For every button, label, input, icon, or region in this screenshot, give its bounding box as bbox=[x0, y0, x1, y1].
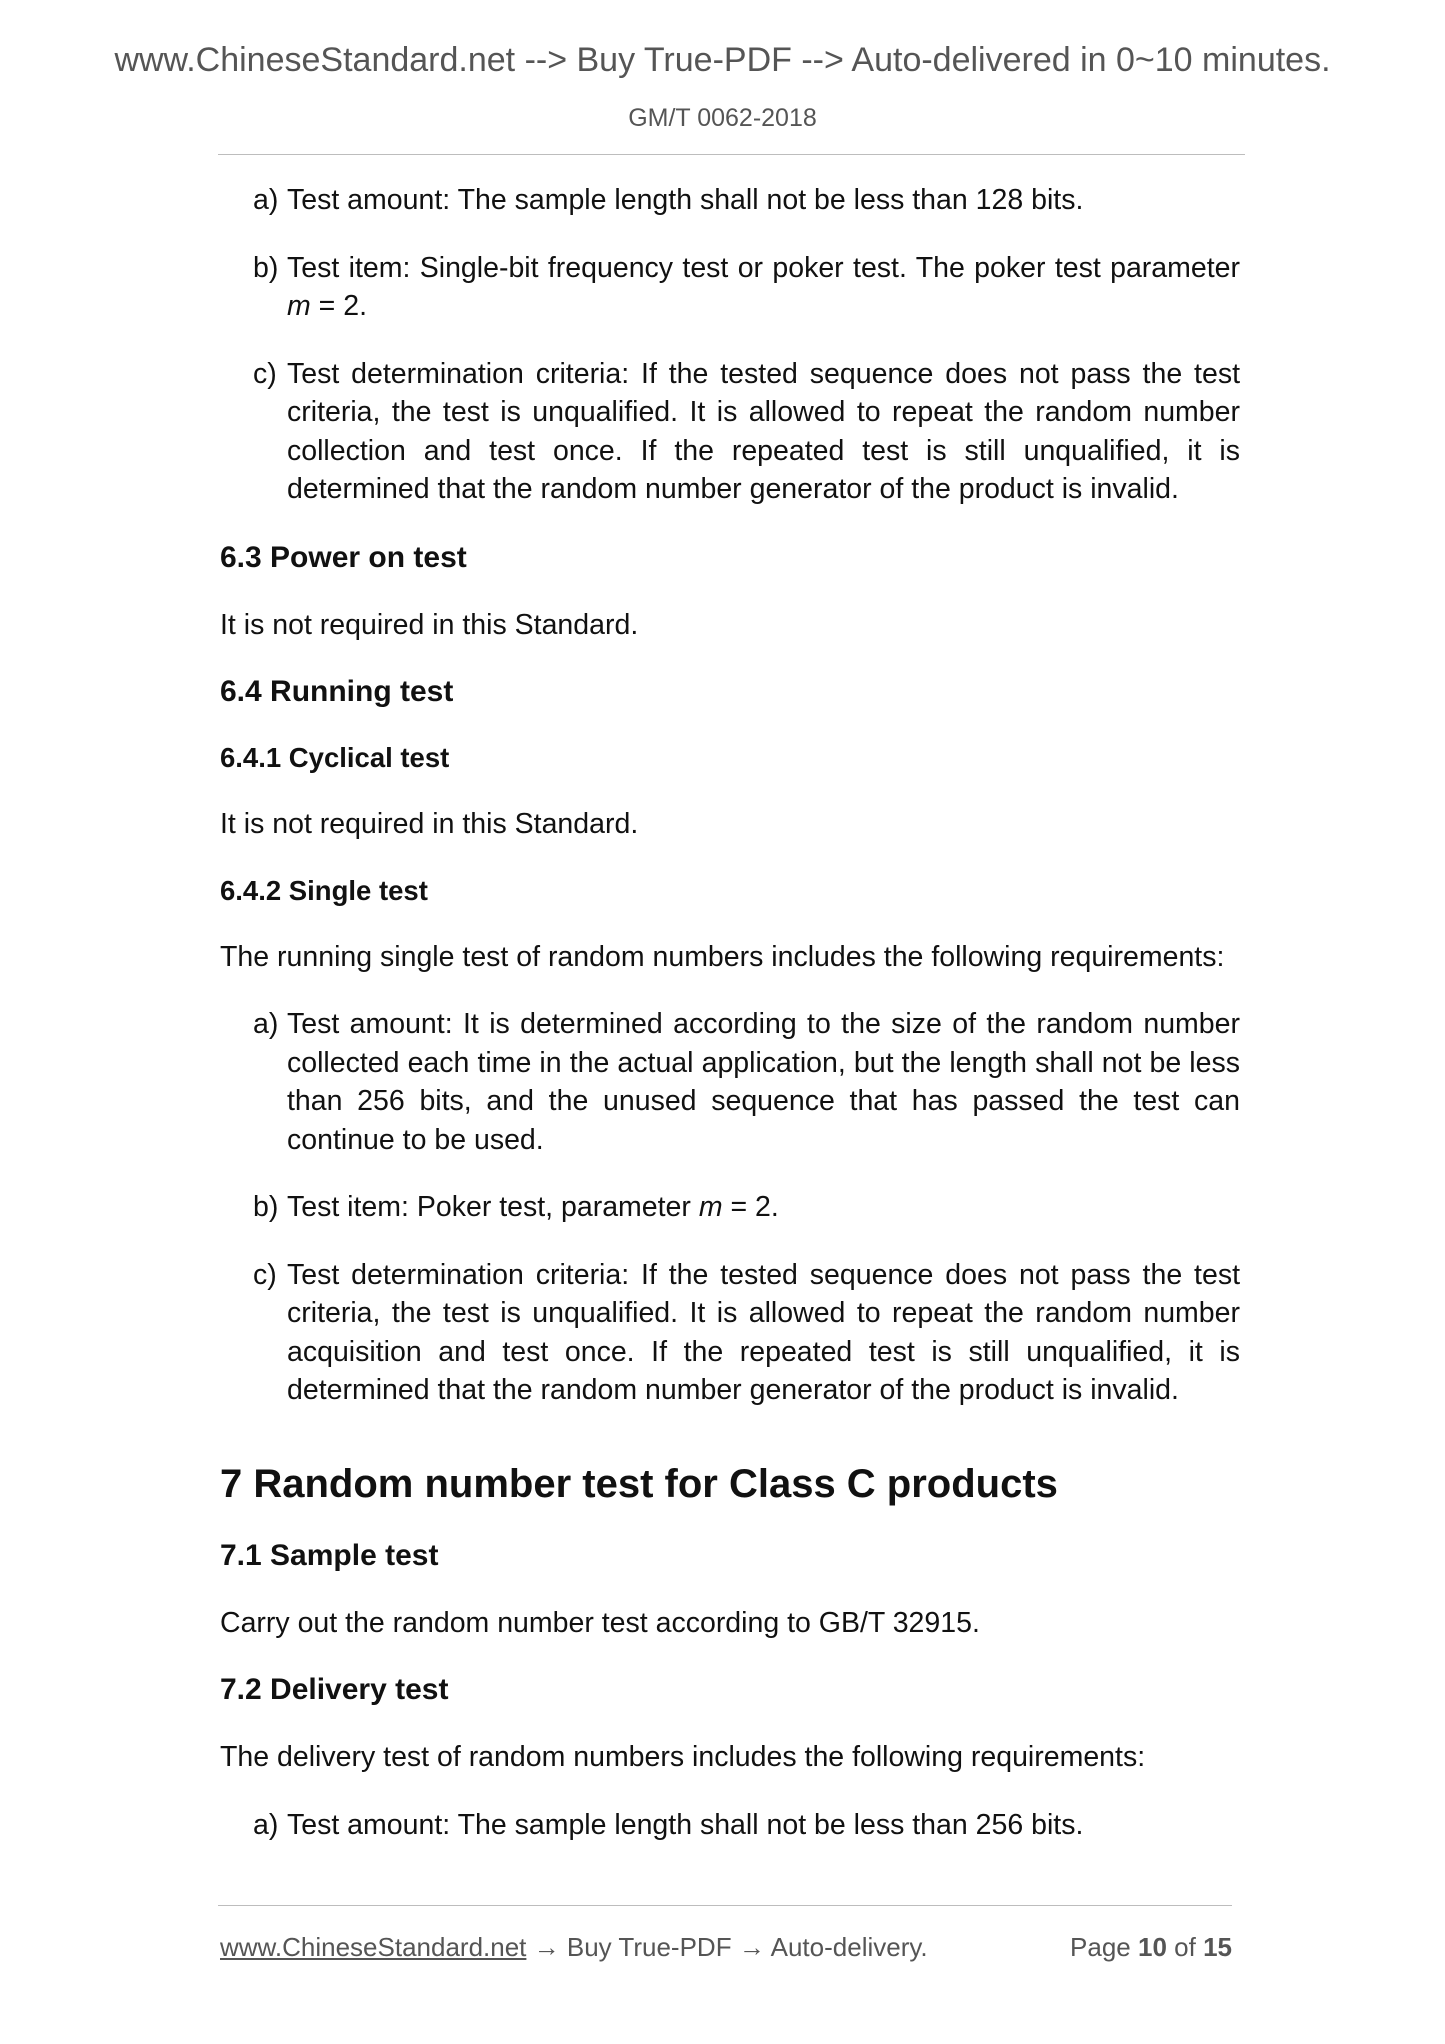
standard-code: GM/T 0062-2018 bbox=[628, 104, 817, 132]
list-text: Test amount: The sample length shall not be less than 256 bits. bbox=[287, 1808, 1084, 1841]
footer-site-link[interactable]: www.ChineseStandard.net bbox=[220, 1932, 527, 1962]
list-item bbox=[220, 355, 1240, 509]
chapter-heading-7: 7 Random number test for Class C products bbox=[220, 1461, 1058, 1506]
list-item bbox=[220, 181, 1240, 220]
list-item bbox=[220, 1188, 1240, 1227]
list-item bbox=[220, 1005, 1240, 1159]
section-heading-7-1: 7.1 Sample test bbox=[220, 1538, 439, 1572]
section-heading-6-3: 6.3 Power on test bbox=[220, 540, 467, 574]
page-footer bbox=[220, 1927, 1232, 1967]
section-heading-7-2: 7.2 Delivery test bbox=[220, 1673, 449, 1706]
list-item bbox=[220, 249, 1240, 326]
list-text: Test item: Single-bit frequency test or poker test. The poker test parameter m = 2. bbox=[287, 251, 1240, 322]
page-total: 15 bbox=[1203, 1932, 1232, 1962]
footer-divider bbox=[218, 1905, 1232, 1906]
list-item bbox=[220, 1806, 1240, 1845]
list-marker: a) bbox=[253, 1008, 279, 1040]
footer-delivery-text: Auto-delivery. bbox=[770, 1932, 928, 1962]
section-intro-7-2: The delivery test of random numbers includes the following requirements: bbox=[220, 1741, 1146, 1773]
list-text: Test amount: It is determined according to the size of the random number collected each time in the actual application, but the length shall not be less than 256 bits, and the unused sequence that has passed the test can continue to be used. bbox=[287, 1008, 1240, 1156]
list-marker: b) bbox=[253, 1191, 279, 1223]
section-text-6-4-1: It is not required in this Standard. bbox=[220, 808, 639, 840]
list-marker: c) bbox=[253, 357, 277, 390]
page-indicator: Page 10 of 15 bbox=[1070, 1932, 1232, 1962]
header-divider bbox=[218, 154, 1245, 155]
list-marker: a) bbox=[253, 184, 279, 216]
arrow-right-icon: → bbox=[738, 1932, 765, 1962]
list-marker: c) bbox=[253, 1258, 277, 1291]
section-text-7-1: Carry out the random number test according to GB/T 32915. bbox=[220, 1606, 980, 1639]
list-item bbox=[220, 1256, 1240, 1410]
list-marker: a) bbox=[253, 1808, 279, 1841]
list-text: Test amount: The sample length shall not be less than 128 bits. bbox=[287, 184, 1084, 216]
section-heading-6-4: 6.4 Running test bbox=[220, 675, 454, 708]
footer-buy-text: Buy True-PDF bbox=[566, 1932, 732, 1962]
variable-m: m bbox=[287, 290, 311, 322]
arrow-right-icon: → bbox=[533, 1932, 560, 1962]
section-heading-6-4-1: 6.4.1 Cyclical test bbox=[220, 742, 450, 773]
list-text: Test determination criteria: If the tested sequence does not pass the test criteria, the test is unqualified. It is allowed to repeat the random number acquisition and test once. If the repeated test is still unqualified, it is determined that the random number generator of the product is invalid. bbox=[287, 1258, 1240, 1406]
list-text: Test determination criteria: If the tested sequence does not pass the test criteria, the test is unqualified. It is allowed to repeat the random number collection and test once. If the repeated test is still unqualified, it is determined that the random number generator of the product is invalid. bbox=[287, 357, 1240, 505]
variable-m: m bbox=[698, 1191, 723, 1223]
section-heading-6-4-2: 6.4.2 Single test bbox=[220, 874, 428, 906]
section-text-6-3: It is not required in this Standard. bbox=[220, 608, 639, 641]
list-marker: b) bbox=[253, 251, 279, 284]
document-body bbox=[220, 181, 1240, 1844]
site-banner: www.ChineseStandard.net --> Buy True-PDF --> Auto-delivered in 0~10 minutes. bbox=[114, 41, 1331, 79]
page-current: 10 bbox=[1138, 1932, 1167, 1962]
section-intro-6-4-2: The running single test of random numbers includes the following requirements: bbox=[220, 940, 1225, 973]
list-text: Test item: Poker test, parameter m = 2. bbox=[287, 1191, 779, 1223]
